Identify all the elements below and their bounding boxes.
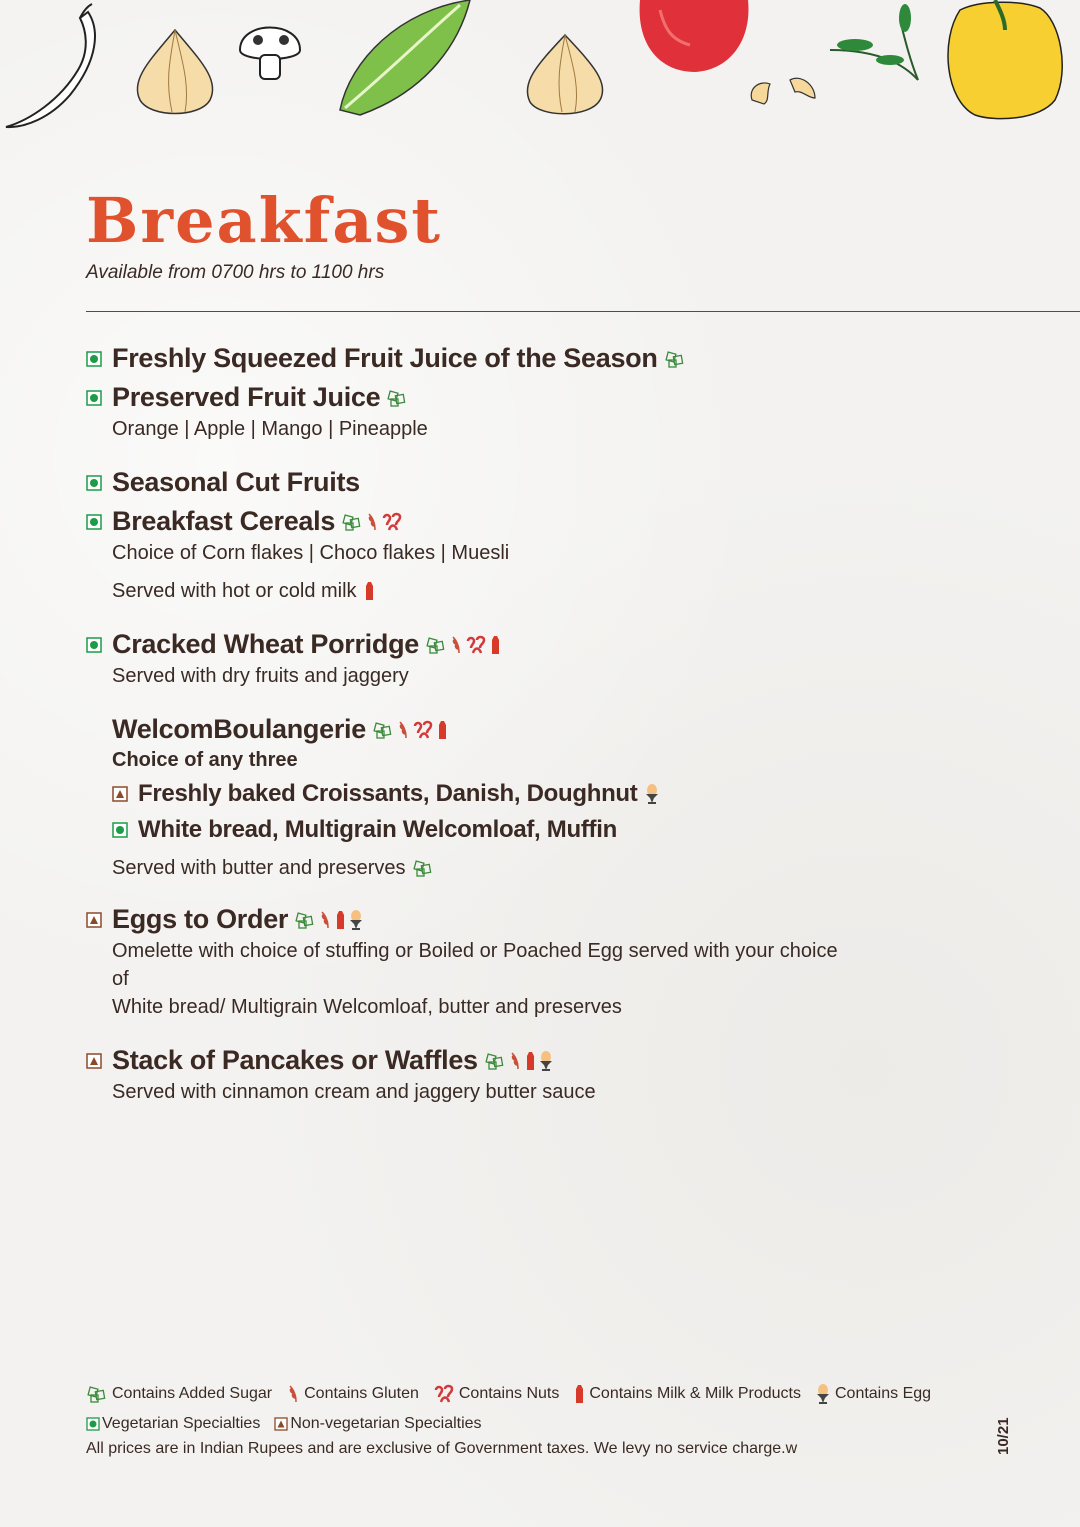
menu-item-name: Cracked Wheat Porridge [112, 629, 419, 659]
milk-icon [436, 719, 448, 741]
nonveg-indicator-icon [112, 786, 128, 802]
nuts-icon [465, 635, 487, 655]
milk-icon [334, 909, 346, 931]
cashew-illustration [751, 78, 815, 104]
milk-icon [573, 1383, 585, 1405]
legend-gluten: Contains Gluten [286, 1384, 419, 1404]
menu-item-name: WelcomBoulangerie [112, 714, 366, 744]
gluten-icon [449, 635, 463, 655]
tomato-illustration [640, 0, 749, 72]
nonveg-indicator-icon [274, 1417, 288, 1431]
nonveg-indicator-icon [86, 912, 102, 928]
chili-illustration [6, 4, 95, 127]
nuts-icon [381, 512, 403, 532]
gluten-icon [318, 910, 332, 930]
veg-indicator-icon [86, 1417, 100, 1431]
garlic-illustration-1 [137, 30, 212, 114]
milk-icon [363, 580, 375, 602]
availability-text: Available from 0700 hrs to 1100 hrs [86, 262, 385, 283]
nonveg-indicator-icon [86, 1053, 102, 1069]
menu-item-name: Stack of Pancakes or Waffles [112, 1045, 478, 1075]
sugar-icon [412, 858, 434, 878]
legend-nonveg: Non-vegetarian Specialties [274, 1415, 481, 1433]
gluten-icon [286, 1384, 300, 1404]
legend-sugar: Contains Added Sugar [86, 1384, 272, 1404]
milk-icon [489, 634, 501, 656]
veg-indicator-icon [86, 514, 102, 530]
veg-indicator-icon [112, 822, 128, 838]
menu-item-description: Served with butter and preserves [86, 854, 886, 882]
sub-item [86, 780, 886, 808]
sugar-icon [294, 910, 316, 930]
sugar-icon [372, 720, 394, 740]
menu-item-description: Choice of Corn flakes | Choco flakes | Muesli [112, 542, 510, 564]
menu-item-name: Freshly Squeezed Fruit Juice of the Season [112, 343, 658, 373]
menu-item [86, 506, 886, 605]
legend-milk: Contains Milk & Milk Products [573, 1383, 801, 1405]
gluten-icon [365, 512, 379, 532]
menu-item-description: Served with dry fruits and jaggery [112, 665, 409, 687]
herb-illustration [830, 4, 918, 80]
menu-item [86, 382, 886, 443]
veg-indicator-icon [86, 475, 102, 491]
sugar-icon [386, 388, 408, 408]
sub-item-name: Freshly baked Croissants, Danish, Doughnut [138, 780, 638, 807]
mushroom-illustration [240, 28, 300, 80]
menu-item [86, 343, 886, 374]
sub-item [86, 816, 886, 844]
footer-legend [86, 1382, 986, 1458]
menu-item-description: Served with cinnamon cream and jaggery butter sauce [112, 1081, 596, 1103]
egg-icon [815, 1383, 831, 1405]
sugar-icon [86, 1384, 108, 1404]
sub-item-name: White bread, Multigrain Welcomloaf, Muffin [138, 816, 617, 843]
gluten-icon [508, 1051, 522, 1071]
veg-indicator-icon [86, 390, 102, 406]
menu-item-description: Omelette with choice of stuffing or Boiled or Poached Egg served with your choice of [112, 940, 838, 990]
sugar-icon [484, 1051, 506, 1071]
page-title: Breakfast [86, 184, 443, 257]
legend-veg: Vegetarian Specialties [86, 1415, 260, 1433]
menu-item-name: Seasonal Cut Fruits [112, 467, 360, 497]
veg-indicator-icon [86, 637, 102, 653]
page-number: 10/21 [995, 1417, 1012, 1455]
legend-egg: Contains Egg [815, 1383, 931, 1405]
title-block [86, 184, 443, 284]
divider [86, 311, 1080, 312]
egg-icon [348, 909, 364, 931]
sugar-icon [341, 512, 363, 532]
menu-item [86, 1045, 886, 1106]
nuts-icon [412, 720, 434, 740]
menu-item-name: Preserved Fruit Juice [112, 382, 381, 412]
sugar-icon [664, 349, 686, 369]
lettuce-illustration [340, 0, 470, 115]
sub-heading: Choice of any three [112, 749, 298, 771]
egg-icon [644, 783, 660, 805]
milk-icon [524, 1050, 536, 1072]
nuts-icon [433, 1384, 455, 1404]
legend-nuts: Contains Nuts [433, 1384, 560, 1404]
gluten-icon [396, 720, 410, 740]
garlic-illustration-2 [527, 35, 602, 114]
menu-item [86, 714, 886, 882]
menu-item-name: Eggs to Order [112, 904, 289, 934]
menu-item-description: Orange | Apple | Mango | Pineapple [112, 418, 428, 440]
menu-item [86, 467, 886, 498]
menu-item-description: White bread/ Multigrain Welcomloaf, butter and preserves [112, 996, 622, 1018]
menu-list [86, 343, 886, 1106]
egg-icon [538, 1050, 554, 1072]
menu-item-name: Breakfast Cereals [112, 506, 336, 536]
bell-pepper-illustration [948, 0, 1062, 119]
sugar-icon [425, 635, 447, 655]
menu-item [86, 904, 886, 1021]
menu-item [86, 629, 886, 690]
tax-note: All prices are in Indian Rupees and are exclusive of Government taxes. We levy no service charge.w [86, 1440, 798, 1457]
veg-indicator-icon [86, 351, 102, 367]
menu-item-description: Served with hot or cold milk [86, 577, 886, 605]
vegetable-illustrations [0, 0, 1080, 140]
